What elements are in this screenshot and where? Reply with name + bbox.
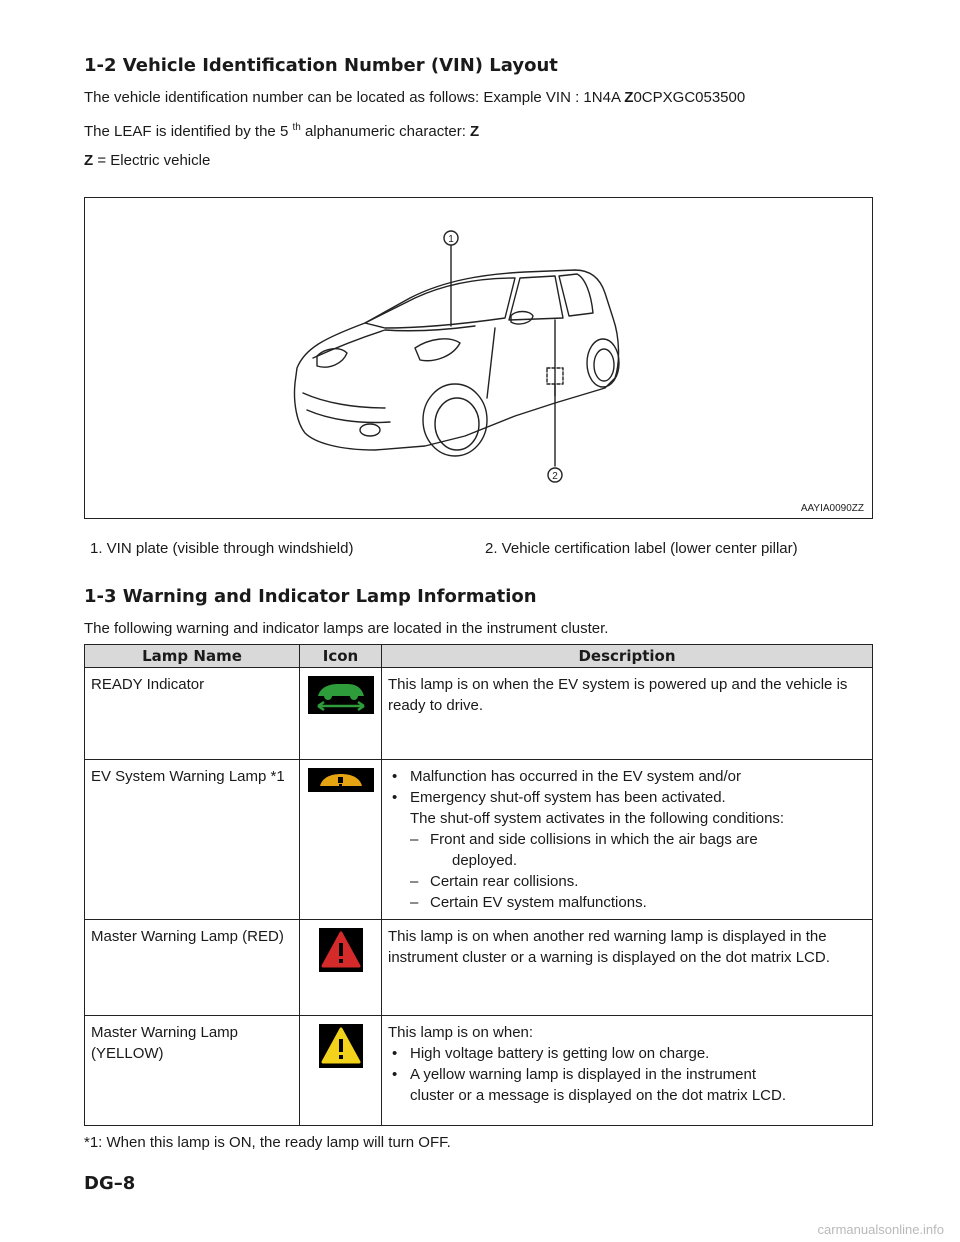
ev-warning-bullets: [388, 766, 866, 808]
list-item: • High voltage battery is getting low on charge.: [388, 1043, 866, 1064]
lamp-name: Master Warning Lamp (YELLOW): [85, 1016, 300, 1126]
callout-number-1: 1: [448, 234, 454, 245]
caption-certification-label: 2. Vehicle certification label (lower center pillar): [485, 540, 798, 557]
shutoff-conditions-intro: The shut-off system activates in the following conditions:: [410, 810, 785, 827]
table-row: [85, 760, 873, 920]
door-lines: [487, 320, 555, 398]
watermark: carmanualsonline.info: [817, 1222, 944, 1237]
list-item-continuation: cluster or a message is displayed on the dot matrix LCD.: [410, 1087, 787, 1104]
list-item: – Certain rear collisions.: [410, 871, 866, 892]
list-item: • A yellow warning lamp is displayed in the instrument: [388, 1064, 866, 1085]
callout-number-2: 2: [552, 471, 558, 482]
list-item-continuation: deployed.: [452, 852, 518, 869]
yellow-warning-bullets: [388, 1043, 866, 1085]
list-item: • Malfunction has occurred in the EV system and/or: [388, 766, 866, 787]
footnote: *1: When this lamp is ON, the ready lamp will turn OFF.: [84, 1134, 451, 1151]
electric-vehicle-line: Z = Electric vehicle: [84, 152, 211, 169]
lamp-description: [382, 1016, 873, 1126]
list-item: • Emergency shut-off system has been activated.: [388, 787, 866, 808]
lamp-description: [382, 760, 873, 920]
ready-car-icon: [308, 676, 374, 714]
caption-vin-plate: 1. VIN plate (visible through windshield): [90, 540, 354, 557]
lamp-name: READY Indicator: [85, 668, 300, 760]
bumper-lines: [303, 393, 390, 423]
yellow-warning-intro: This lamp is on when:: [388, 1024, 534, 1041]
lamp-description: This lamp is on when the EV system is powered up and the vehicle is ready to drive.: [382, 668, 873, 760]
master-warning-yellow-icon: [319, 1024, 363, 1068]
headlight-right: [415, 339, 460, 361]
headlight-left: [317, 349, 347, 367]
list-item: – Certain EV system malfunctions.: [410, 892, 866, 913]
vin-example-line: The vehicle identification number can be located as follows: Example VIN : 1N4A Z0CPXGC053500: [84, 89, 746, 106]
header-lamp-name: Lamp Name: [85, 645, 300, 668]
lamp-section-heading: 1-3 Warning and Indicator Lamp Information: [84, 586, 537, 607]
leaf-identifier-line: The LEAF is identified by the 5 $^{th}$ alphanumeric character: Z: [84, 122, 480, 140]
car-line-drawing: [85, 198, 872, 518]
rear-wheel: [594, 349, 614, 381]
vin-location-figure: [84, 197, 873, 519]
page-number: DG–8: [84, 1173, 136, 1194]
figure-code: AAYIA0090ZZ: [800, 503, 864, 514]
table-row: [85, 668, 873, 760]
fog-light: [360, 424, 380, 436]
list-item: – Front and side collisions in which the air bags are: [410, 829, 866, 850]
lamp-table-header: [85, 645, 873, 668]
ev-system-warning-icon: [308, 768, 374, 792]
rear-side-window: [559, 274, 593, 316]
front-wheel-arch: [423, 384, 487, 456]
master-warning-red-icon: [319, 928, 363, 972]
lamp-section-intro: The following warning and indicator lamps are located in the instrument cluster.: [84, 620, 609, 637]
header-icon: Icon: [300, 645, 382, 668]
shutoff-conditions-list: [388, 829, 866, 850]
side-mirror: [511, 312, 533, 325]
front-side-window: [509, 276, 563, 320]
lamp-description: This lamp is on when another red warning lamp is displayed in the instrument cluster or a warning is displayed on the dot matrix LCD.: [382, 920, 873, 1016]
lamp-name: EV System Warning Lamp *1: [85, 760, 300, 920]
front-wheel: [435, 398, 479, 450]
lamp-name: Master Warning Lamp (RED): [85, 920, 300, 1016]
vin-section-heading: 1-2 Vehicle Identification Number (VIN) Layout: [84, 55, 558, 76]
header-description: Description: [382, 645, 873, 668]
lamp-table: [84, 644, 873, 1126]
table-row: [85, 920, 873, 1016]
table-row: [85, 1016, 873, 1126]
